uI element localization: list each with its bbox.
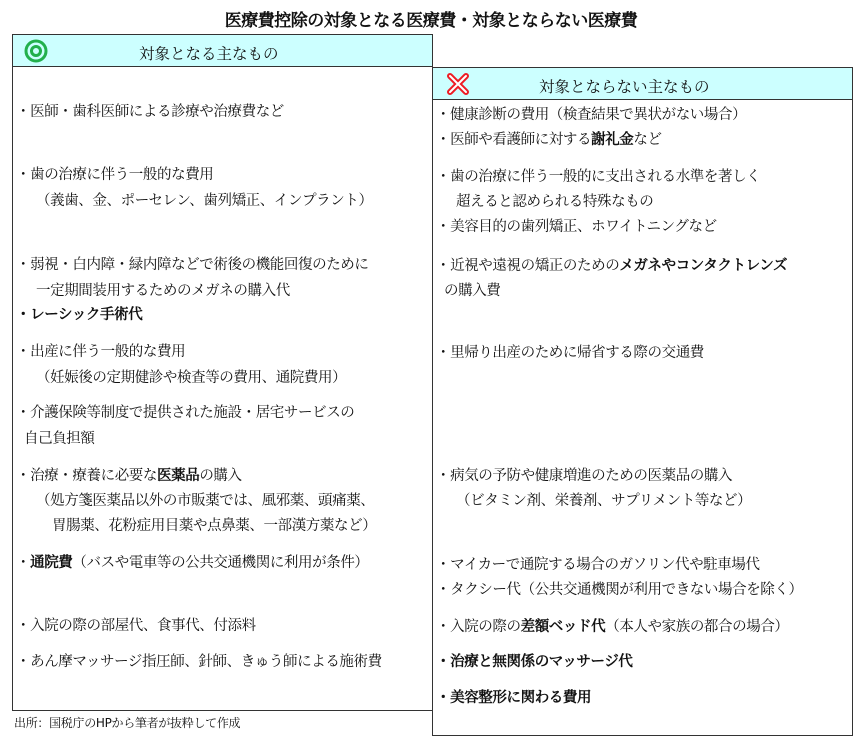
list-item (52, 517, 376, 535)
list-item (24, 430, 95, 448)
list-item (16, 467, 242, 485)
item-text: の購入 (199, 468, 242, 484)
emphasis-text: 差額ベッド代 (520, 619, 606, 635)
item-text: （義歯、金、ポーセレン、歯列矯正、インプラント） (36, 193, 373, 209)
item-text: ・出産に伴う一般的な費用 (16, 344, 186, 360)
item-text: ・弱視・白内障・緑内障などで術後の機能回復のために (16, 257, 369, 273)
item-text: ・歯の治療に伴う一般的に支出される水準を著しく (436, 169, 761, 185)
list-item (16, 103, 284, 121)
item-text: ・里帰り出産のために帰省する際の交通費 (436, 345, 704, 361)
emphasis-text: ・美容整形に関わる費用 (436, 690, 592, 706)
list-item (16, 306, 142, 324)
list-item (436, 131, 662, 149)
list-item (16, 653, 382, 671)
list-item (436, 581, 803, 599)
item-text: の購入費 (444, 283, 501, 299)
cross-icon (446, 72, 470, 96)
item-text: ・入院の際の (436, 619, 521, 635)
list-item (36, 192, 373, 210)
list-item (16, 343, 185, 361)
item-text: 一定期間装用するためのメガネの購入代 (36, 283, 290, 299)
list-item (444, 282, 500, 300)
item-text: ・治療・療養に必要な (16, 468, 157, 484)
list-item (436, 689, 591, 707)
item-text: （妊娠後の定期健診や検査等の費用、通院費用） (36, 370, 347, 386)
item-text: ・介護保険等制度で提供された施設・居宅サービスの (16, 405, 355, 421)
list-item (436, 106, 746, 124)
double-circle-icon (24, 39, 48, 63)
emphasis-text: 謝礼金 (591, 132, 634, 148)
item-text: ・美容目的の歯列矯正、ホワイトニングなど (436, 219, 717, 235)
page-title: 医療費控除の対象となる医療費・対象とならない医療費 (224, 11, 638, 31)
item-text: ・タクシー代（公共交通機関が利用できない場合を除く） (436, 582, 803, 598)
list-item (436, 467, 732, 485)
item-text: ・近視や遠視の矯正のための (436, 258, 620, 274)
covered-header (12, 34, 433, 67)
list-item (436, 168, 760, 186)
covered-header-label: 対象となる主なもの (139, 45, 279, 63)
list-item (16, 404, 354, 422)
item-text: 超えると認められる特殊なもの (456, 194, 654, 210)
item-text: 自己負担額 (24, 431, 95, 447)
item-text: ・ (16, 555, 31, 571)
item-text: （ビタミン剤、栄養剤、サプリメント等など） (456, 493, 752, 509)
item-text: ・健康診断の費用（検査結果で異状がない場合） (436, 107, 747, 123)
item-text: ・医師や看護師に対する (436, 132, 592, 148)
list-item (16, 554, 369, 572)
list-item (36, 492, 374, 510)
list-item (36, 282, 290, 300)
item-text: 胃腸薬、花粉症用目薬や点鼻薬、一部漢方薬など） (52, 518, 377, 534)
emphasis-text: 医薬品 (157, 468, 200, 484)
item-text: ・マイカーで通院する場合のガソリン代や駐車場代 (436, 557, 760, 573)
item-text: など (633, 132, 662, 148)
item-text: （処方箋医薬品以外の市販薬では、風邪薬、頭痛薬、 (36, 493, 375, 509)
list-item (16, 256, 369, 274)
list-item (436, 344, 704, 362)
item-text: ・入院の際の部屋代、食事代、付添料 (16, 618, 256, 634)
emphasis-text: ・治療と無関係のマッサージ代 (436, 654, 633, 670)
list-item (436, 218, 717, 236)
not-covered-header (432, 67, 853, 100)
list-item (36, 369, 346, 387)
item-text: ・歯の治療に伴う一般的な費用 (16, 167, 214, 183)
item-text: （本人や家族の都合の場合） (605, 619, 789, 635)
item-text: （バスや電車等の公共交通機関に利用が条件） (72, 555, 369, 571)
emphasis-text: 通院費 (30, 555, 73, 571)
not-covered-header-label: 対象とならない主なもの (539, 78, 710, 96)
list-item (456, 193, 653, 211)
list-item (436, 618, 789, 636)
list-item (436, 257, 787, 275)
source-note: 出所：国税庁のHPから筆者が抜粋して作成 (14, 716, 241, 730)
list-item (436, 653, 633, 671)
item-text: ・医師・歯科医師による診療や治療費など (16, 104, 284, 120)
emphasis-text: ・レーシック手術代 (16, 307, 143, 323)
list-item (16, 617, 256, 635)
list-item (456, 492, 751, 510)
item-text: ・あん摩マッサージ指圧師、針師、きゅう師による施術費 (16, 654, 382, 670)
list-item (16, 166, 213, 184)
list-item (436, 556, 760, 574)
emphasis-text: メガネやコンタクトレンズ (619, 258, 788, 274)
item-text: ・病気の予防や健康増進のための医薬品の購入 (436, 468, 733, 484)
